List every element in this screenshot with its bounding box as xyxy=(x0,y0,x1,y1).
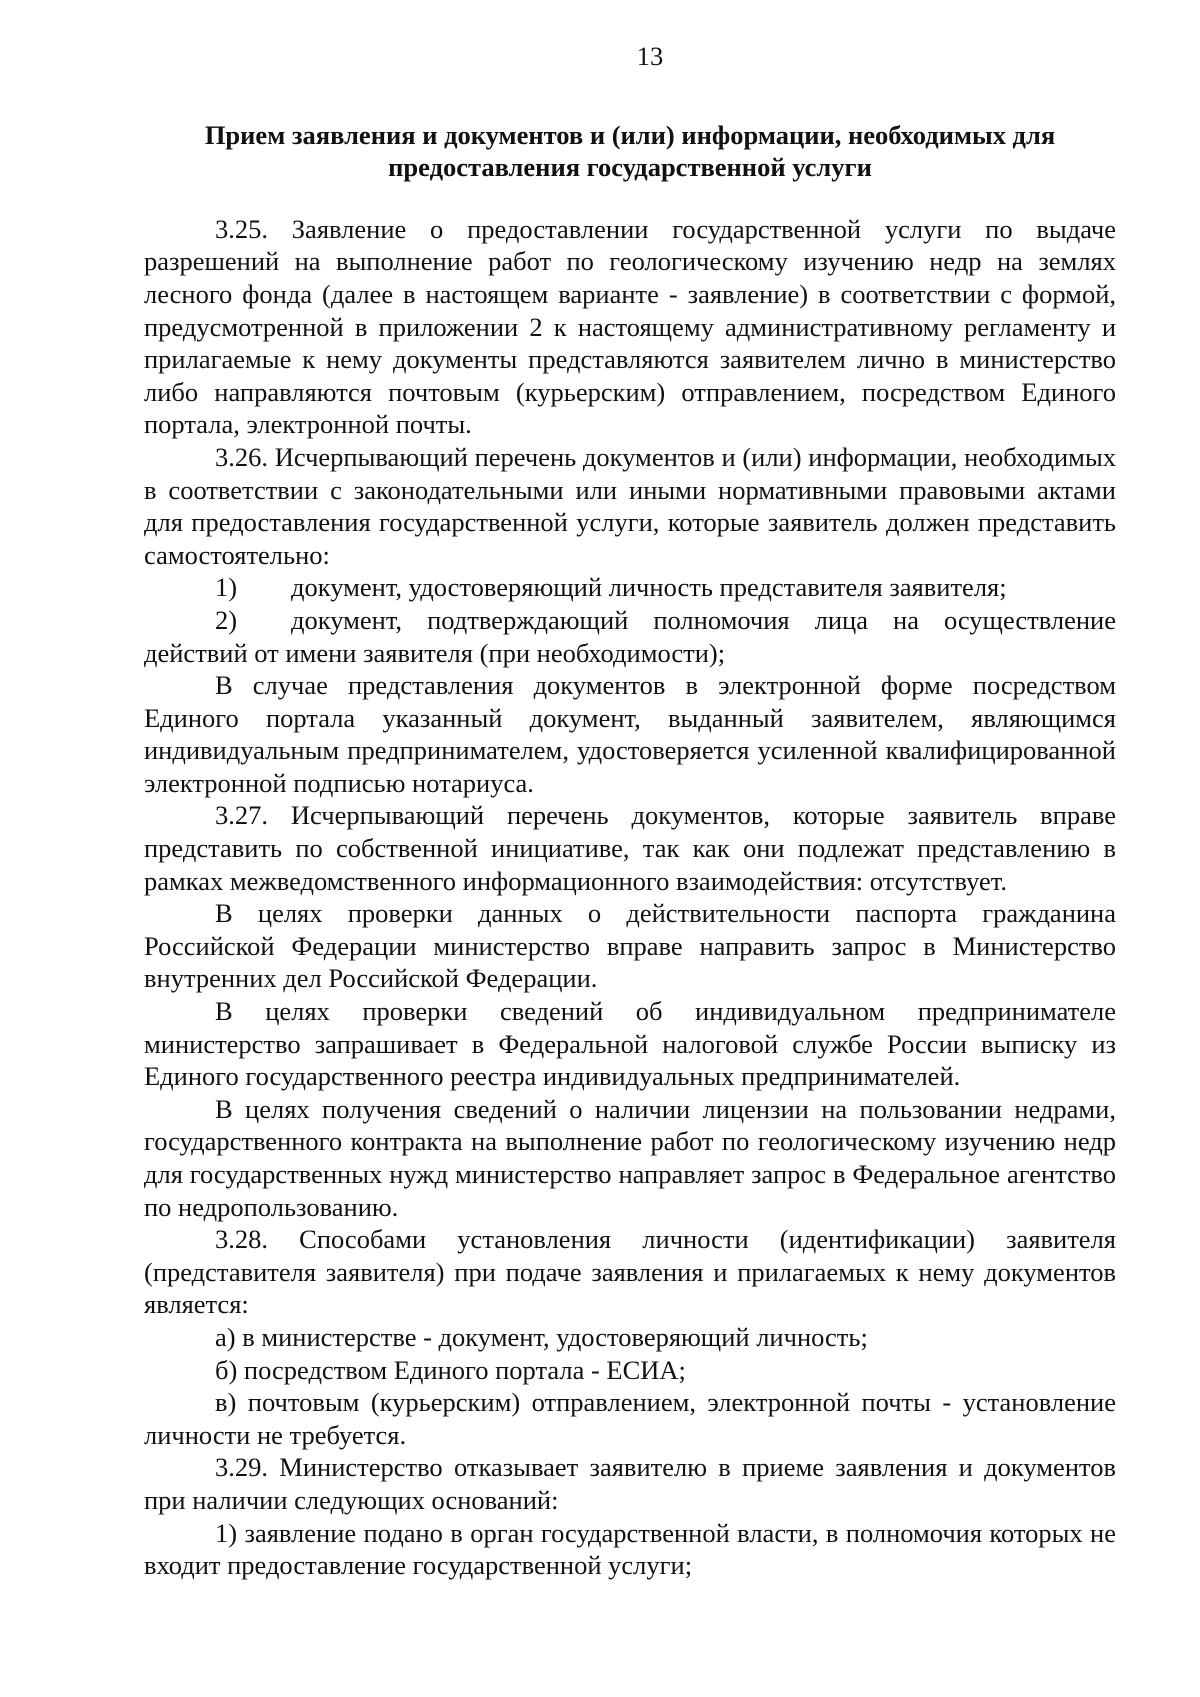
list-item-b: б) посредством Единого портала - ЕСИА; xyxy=(215,1354,686,1385)
paragraph-license-check: В целях получения сведений о наличии лицензии на пользовании недрами, государственного контракта на выполнение работ по геологическому изучению недр для государственных нужд министерство направляет запрос в Федеральное агентство по недропользованию. xyxy=(144,1093,1116,1222)
paragraph-electronic-form: В случае представления документов в электронной форме посредством Единого портала указанный документ, выданный заявителем, являющимся индивидуальным предпринимателем, удостоверяется усиленной квалифицированной электронной подписью нотариуса. xyxy=(144,670,1116,798)
list-item-2-number: 2) xyxy=(215,604,238,635)
paragraph-3-29-item-1: 1) заявление подано в орган государственной власти, в полномочия которых не входит предоставление государственной услуги; xyxy=(144,1517,1116,1581)
paragraph-passport-check: В целях проверки данных о действительности паспорта гражданина Российской Федерации министерство вправе направить запрос в Министерство внутренних дел Российской Федерации. xyxy=(144,898,1116,994)
list-item-1-number: 1) xyxy=(215,572,238,603)
list-item-v: в) почтовым (курьерским) отправлением, электронной почты - установление личности не требуется. xyxy=(144,1387,1116,1450)
list-item-a: а) в министерстве - документ, удостоверяющий личность; xyxy=(215,1321,868,1352)
list-item-1 xyxy=(144,571,1116,604)
paragraph-3-25: 3.25. Заявление о предоставлении государственной услуги по выдаче разрешений на выполнение работ по геологическому изучению недр на землях лесного фонда (далее в настоящем варианте - заявление) в соответствии с формой, предусмотренной в приложении 2 к настоящему административному регламенту и прилагаемые к нему документы представляются заявителем лично в министерство либо направляются почтовым (курьерским) отправлением, посредством Единого портала, электронной почты. xyxy=(144,213,1116,440)
paragraph-3-29: 3.29. Министерство отказывает заявителю в приеме заявления и документов при наличии следующих оснований: xyxy=(144,1452,1116,1515)
list-item-1-text: документ, удостоверяющий личность представителя заявителя; xyxy=(291,572,1007,603)
page-number: 13 xyxy=(636,41,664,71)
paragraph-3-27: 3.27. Исчерпывающий перечень документов, которые заявитель вправе представить по собственной инициативе, так как они подлежат представлению в рамках межведомственного информационного взаимодействия: отсутствует. xyxy=(144,800,1116,896)
list-item-2 xyxy=(144,604,1116,669)
section-title-line-1: Прием заявления и документов и (или) информации, необходимых для xyxy=(204,119,1056,150)
paragraph-entrepreneur-check: В целях проверки сведений об индивидуальном предпринимателе министерство запрашивает в Федеральной налоговой службе России выписку из Единого государственного реестра индивидуальных предпринимателей. xyxy=(144,996,1116,1092)
paragraph-3-26: 3.26. Исчерпывающий перечень документов и (или) информации, необходимых в соответствии с законодательными или иными нормативными правовыми актами для предоставления государственной услуги, которые заявитель должен представить самостоятельно: xyxy=(144,441,1116,570)
section-title-line-2: предоставления государственной услуги xyxy=(388,152,872,183)
paragraph-3-28: 3.28. Способами установления личности (идентификации) заявителя (представителя заявителя) при подаче заявления и прилагаемых к нему документов является: xyxy=(144,1224,1116,1320)
list-item-2-text: документ, подтверждающий полномочия лица на осуществление действий от имени заявителя (при необходимости); xyxy=(144,604,1116,668)
section-title xyxy=(144,119,1116,184)
